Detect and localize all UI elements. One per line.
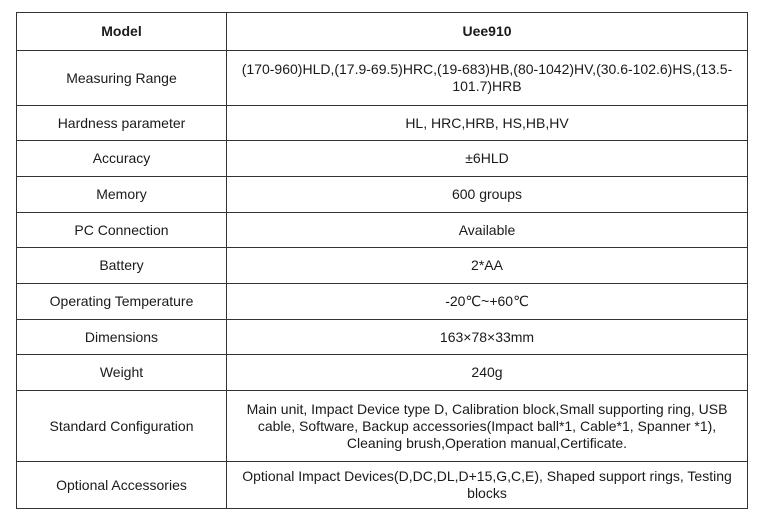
row-value-operating-temperature: -20℃~+60℃: [227, 284, 748, 320]
row-label-battery: Battery: [17, 248, 227, 284]
header-value-cell: Uee910: [227, 13, 748, 51]
table-row: [17, 141, 748, 177]
row-value-standard-configuration: Main unit, Impact Device type D, Calibration block,Small supporting ring, USB cable, Software, Backup accessories(Impact ball*1, Cable*1, Spanner *1), Cleaning brush,Operation manual,Certificate.: [227, 391, 748, 462]
row-value-battery: 2*AA: [227, 248, 748, 284]
table-header-row: [17, 13, 748, 51]
table-row: [17, 320, 748, 355]
table-row: [17, 51, 748, 106]
row-label-hardness-parameter: Hardness parameter: [17, 106, 227, 141]
row-label-dimensions: Dimensions: [17, 320, 227, 355]
row-label-optional-accessories: Optional Accessories: [17, 462, 227, 509]
table-row: [17, 355, 748, 391]
row-value-measuring-range: (170-960)HLD,(17.9-69.5)HRC,(19-683)HB,(80-1042)HV,(30.6-102.6)HS,(13.5-101.7)HRB: [227, 51, 748, 106]
row-value-optional-accessories: Optional Impact Devices(D,DC,DL,D+15,G,C,E), Shaped support rings, Testing blocks: [227, 462, 748, 509]
table-row: [17, 284, 748, 320]
row-label-pc-connection: PC Connection: [17, 213, 227, 248]
table-row: [17, 106, 748, 141]
table-row: [17, 462, 748, 509]
row-value-accuracy: ±6HLD: [227, 141, 748, 177]
table-row: [17, 391, 748, 462]
row-value-memory: 600 groups: [227, 177, 748, 213]
row-label-accuracy: Accuracy: [17, 141, 227, 177]
row-label-weight: Weight: [17, 355, 227, 391]
row-label-operating-temperature: Operating Temperature: [17, 284, 227, 320]
row-value-hardness-parameter: HL, HRC,HRB, HS,HB,HV: [227, 106, 748, 141]
table-row: [17, 177, 748, 213]
spec-table: [16, 12, 748, 509]
row-label-measuring-range: Measuring Range: [17, 51, 227, 106]
header-label-cell: Model: [17, 13, 227, 51]
row-value-dimensions: 163×78×33mm: [227, 320, 748, 355]
row-label-standard-configuration: Standard Configuration: [17, 391, 227, 462]
row-label-memory: Memory: [17, 177, 227, 213]
table-row: [17, 248, 748, 284]
row-value-weight: 240g: [227, 355, 748, 391]
row-value-pc-connection: Available: [227, 213, 748, 248]
table-row: [17, 213, 748, 248]
